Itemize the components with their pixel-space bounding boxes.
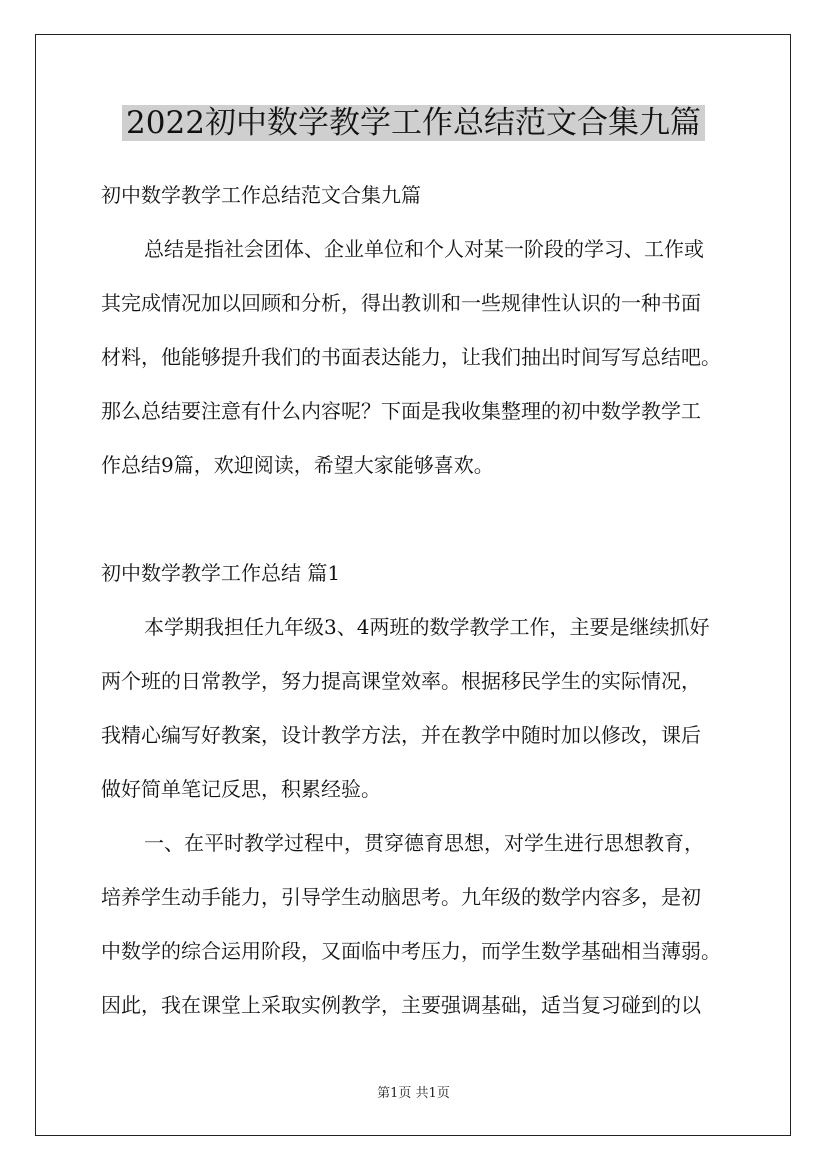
paragraph-line: 一、在平时教学过程中，贯穿德育思想，对学生进行思想教育， xyxy=(144,831,704,855)
document-subtitle: 初中数学教学工作总结范文合集九篇 xyxy=(101,183,421,207)
section-heading: 初中数学教学工作总结 篇1 xyxy=(101,561,341,585)
document-title-text: 2022初中数学教学工作总结范文合集九篇 xyxy=(122,105,705,141)
paragraph-line: 培养学生动手能力，引导学生动脑思考。九年级的数学内容多，是初 xyxy=(101,885,701,909)
page-footer: 第1页 共1页 xyxy=(377,1086,450,1101)
paragraph-line: 我精心编写好教案，设计教学方法，并在教学中随时加以修改，课后 xyxy=(101,723,701,747)
intro-line: 作总结9篇，欢迎阅读，希望大家能够喜欢。 xyxy=(101,453,494,477)
intro-line: 其完成情况加以回顾和分析，得出教训和一些规律性认识的一种书面 xyxy=(101,291,701,315)
paragraph-line: 本学期我担任九年级3、4两班的数学教学工作，主要是继续抓好 xyxy=(144,615,710,639)
paragraph-line: 中数学的综合运用阶段，又面临中考压力，而学生数学基础相当薄弱。 xyxy=(101,939,721,963)
intro-line: 那么总结要注意有什么内容呢？下面是我收集整理的初中数学教学工 xyxy=(101,399,701,423)
paragraph-line: 做好简单笔记反思，积累经验。 xyxy=(101,777,381,801)
intro-line: 材料，他能够提升我们的书面表达能力，让我们抽出时间写写总结吧。 xyxy=(101,345,721,369)
paragraph-line: 因此，我在课堂上采取实例教学，主要强调基础，适当复习碰到的以 xyxy=(101,993,701,1017)
intro-line: 总结是指社会团体、企业单位和个人对某一阶段的学习、工作或 xyxy=(144,237,704,261)
document-title xyxy=(0,96,827,150)
paragraph-line: 两个班的日常教学，努力提高课堂效率。根据移民学生的实际情况， xyxy=(101,669,701,693)
